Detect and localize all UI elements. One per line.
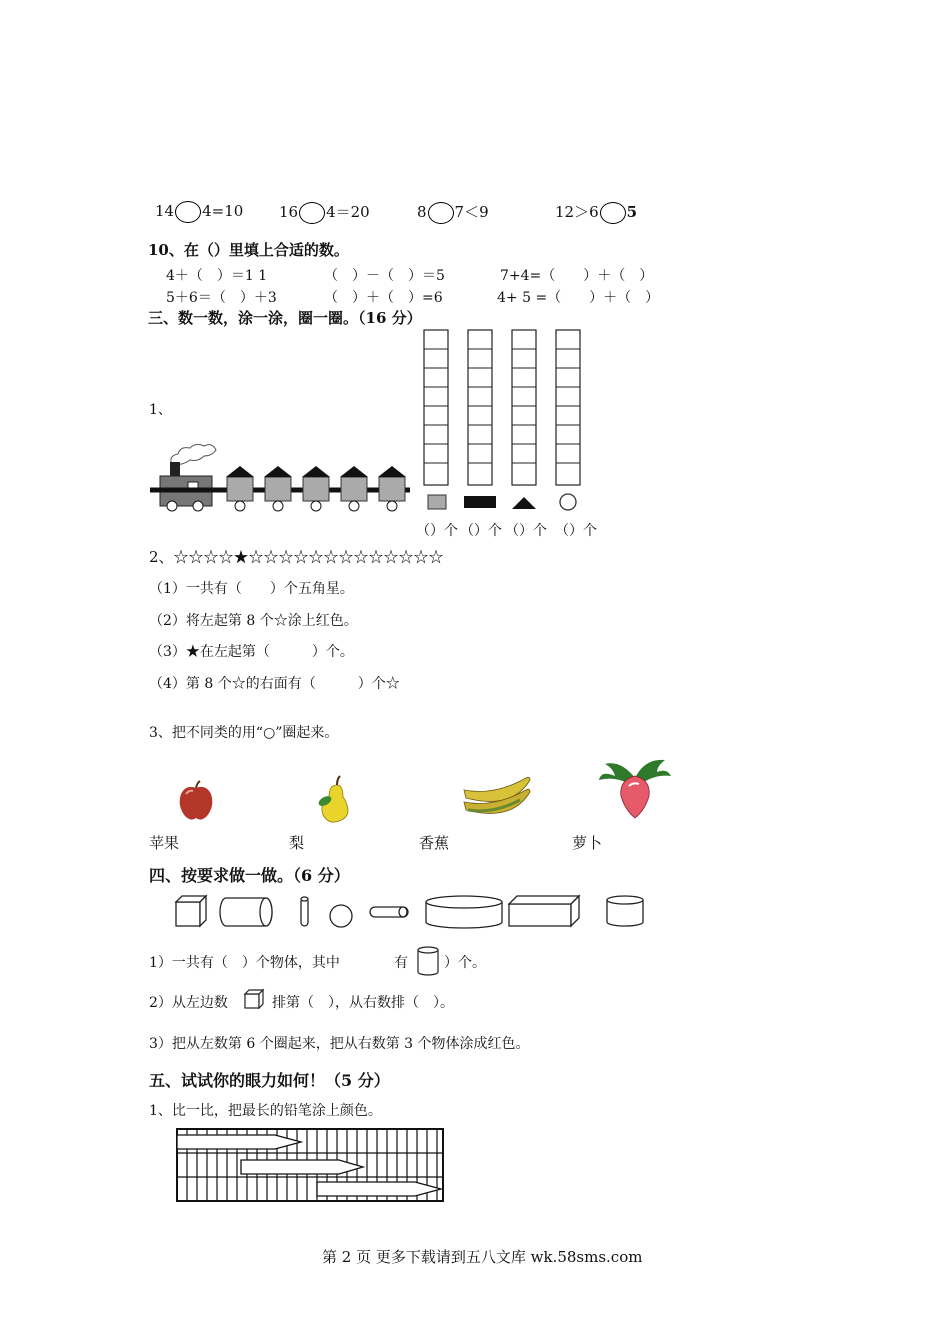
q10-r1-c3: 7+4=（ ）＋（ ） [500, 268, 654, 284]
q2-stars: 2、☆☆☆☆★☆☆☆☆☆☆☆☆☆☆☆☆☆ [149, 548, 444, 566]
section3-title: 三、数一数，涂一涂，圈一圈。（16 分） [148, 309, 422, 327]
compare-right: 4＝20 [326, 203, 370, 221]
compare-right: 5 [626, 203, 638, 221]
q2-item-4: （4）第 8 个☆的右面有（ ）个☆ [149, 676, 400, 692]
count-label-4: （）个 [555, 523, 597, 539]
apple-image[interactable] [178, 780, 214, 820]
section4-title: 四、按要求做一做。（6 分） [149, 866, 350, 885]
s4-q2-b: 排第（ ），从右数排（ ）。 [272, 995, 454, 1011]
compare-oval[interactable] [600, 202, 626, 224]
compare-item-4 [555, 201, 637, 224]
count-label-2: （）个 [460, 523, 502, 539]
compare-left: 16 [279, 203, 299, 221]
fruit-label-banana: 香蕉 [419, 834, 450, 852]
q10-title: 10、在（）里填上合适的数。 [148, 241, 349, 259]
compare-item-1 [155, 201, 243, 223]
cylinder-icon [414, 944, 442, 978]
q3-title: 3、把不同类的用“○”圈起来。 [149, 725, 339, 741]
banana-image[interactable] [460, 770, 532, 820]
fruit-label-apple: 苹果 [149, 834, 180, 852]
count-grid[interactable] [420, 328, 590, 513]
pencil-grid[interactable] [175, 1127, 447, 1203]
q2-item-1: （1）一共有（ ）个五角星。 [149, 581, 354, 597]
q2-item-3: （3）★在左起第（ ）个。 [149, 644, 354, 660]
radish-image[interactable] [597, 752, 673, 822]
s4-q1-b: 有 [394, 955, 408, 971]
count-label-3: （）个 [505, 523, 547, 539]
compare-oval[interactable] [428, 202, 454, 224]
compare-right: 7＜9 [454, 203, 489, 221]
count-label-1: （）个 [416, 523, 458, 539]
q10-r2-c2: （ ）＋（ ）=6 [324, 290, 443, 306]
q10-r2-c3: 4+ 5 =（ ）＋（ ） [497, 290, 660, 306]
q10-r2-c1: 5＋6＝（ ）＋3 [166, 290, 277, 306]
compare-left: 14 [155, 202, 175, 220]
compare-right: 4=10 [202, 202, 244, 220]
s4-q1-a: 1）一共有（ ）个物体，其中 [149, 955, 340, 971]
cube-icon [243, 988, 267, 1012]
compare-item-3 [417, 201, 489, 224]
compare-oval[interactable] [175, 201, 201, 223]
s5-q1: 1、比一比，把最长的铅笔涂上颜色。 [149, 1103, 382, 1119]
solids-row[interactable] [170, 892, 650, 932]
q10-r1-c1: 4＋（ ）＝1 1 [166, 268, 268, 284]
s4-q2-a: 2）从左边数 [149, 995, 228, 1011]
q10-r1-c2: （ ）－（ ）＝5 [324, 268, 445, 284]
compare-oval[interactable] [299, 202, 325, 224]
compare-left: 12＞6 [555, 203, 599, 221]
section5-title: 五、试试你的眼力如何！（5 分） [149, 1071, 390, 1090]
q1-label: 1、 [149, 402, 172, 418]
s4-q1-c: ）个。 [444, 955, 486, 971]
page-footer: 第 2 页 更多下载请到五八文库 wk.58sms.com [322, 1248, 643, 1266]
fruit-label-pear: 梨 [289, 834, 305, 852]
compare-left: 8 [417, 203, 427, 221]
compare-item-2 [279, 201, 370, 224]
train-figure [150, 430, 420, 515]
q2-item-2: （2）将左起第 8 个☆涂上红色。 [149, 613, 358, 629]
s4-q3: 3）把从左数第 6 个圈起来，把从右数第 3 个物体涂成红色。 [149, 1036, 530, 1052]
pear-image[interactable] [315, 775, 357, 825]
fruit-label-radish: 萝卜 [572, 834, 603, 852]
